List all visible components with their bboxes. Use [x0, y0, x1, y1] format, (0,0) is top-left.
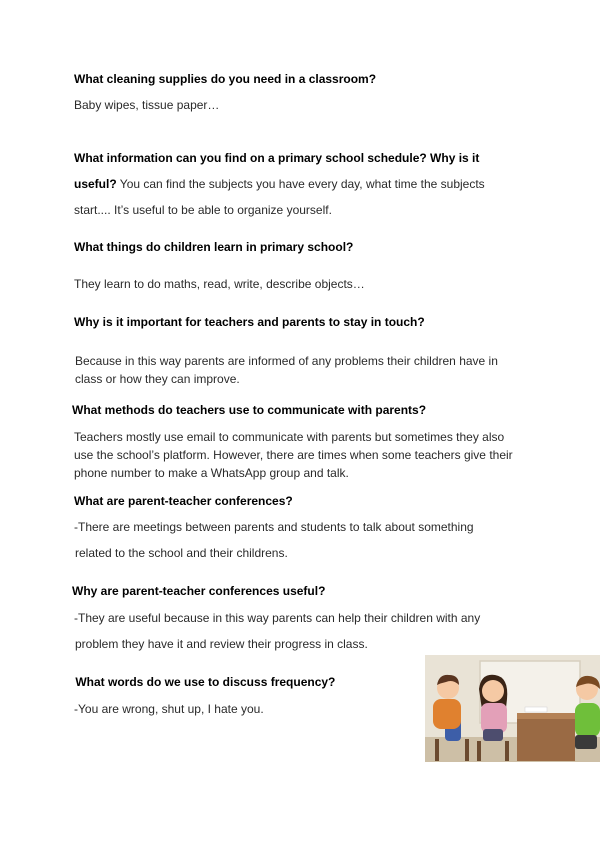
answer-1: Baby wipes, tissue paper… [74, 98, 220, 112]
answer-5: Teachers mostly use email to communicate with parents but sometimes they also use the school’s platform. However, there are times when some teachers give their phone number to make a WhatsApp group and talk. [74, 430, 513, 480]
answer-8: -You are wrong, shut up, I hate you. [74, 702, 264, 716]
question-8: What words do we use to discuss frequency? [72, 675, 336, 689]
question-5: What methods do teachers use to communicate with parents? [72, 403, 427, 417]
answer-6: -There are meetings between parents and students to talk about something related to the school and their childrens. [74, 520, 474, 560]
question-2-block [0, 145, 600, 223]
question-2-cont: useful? [74, 177, 117, 191]
parent-teacher-meeting-illustration [425, 655, 600, 762]
question-6: What are parent-teacher conferences? [74, 494, 293, 508]
answer-4: Because in this way parents are informed of any problems their children have in class or how they can improve. [75, 354, 498, 386]
question-3: What things do children learn in primary school? [74, 240, 354, 254]
answer-3: They learn to do maths, read, write, describe objects… [74, 277, 365, 291]
answer-7: -They are useful because in this way parents can help their children with any problem they have it and review their progress in class. [74, 611, 481, 651]
question-4: Why is it important for teachers and parents to stay in touch? [74, 315, 425, 329]
question-7: Why are parent-teacher conferences useful? [72, 584, 326, 598]
answer-2-cont: start.... It’s useful to be able to organize yourself. [74, 203, 332, 217]
question-1: What cleaning supplies do you need in a classroom? [74, 72, 377, 86]
answer-2: You can find the subjects you have every day, what time the subjects [116, 177, 485, 191]
question-2: What information can you find on a primary school schedule? Why is it [74, 151, 480, 165]
